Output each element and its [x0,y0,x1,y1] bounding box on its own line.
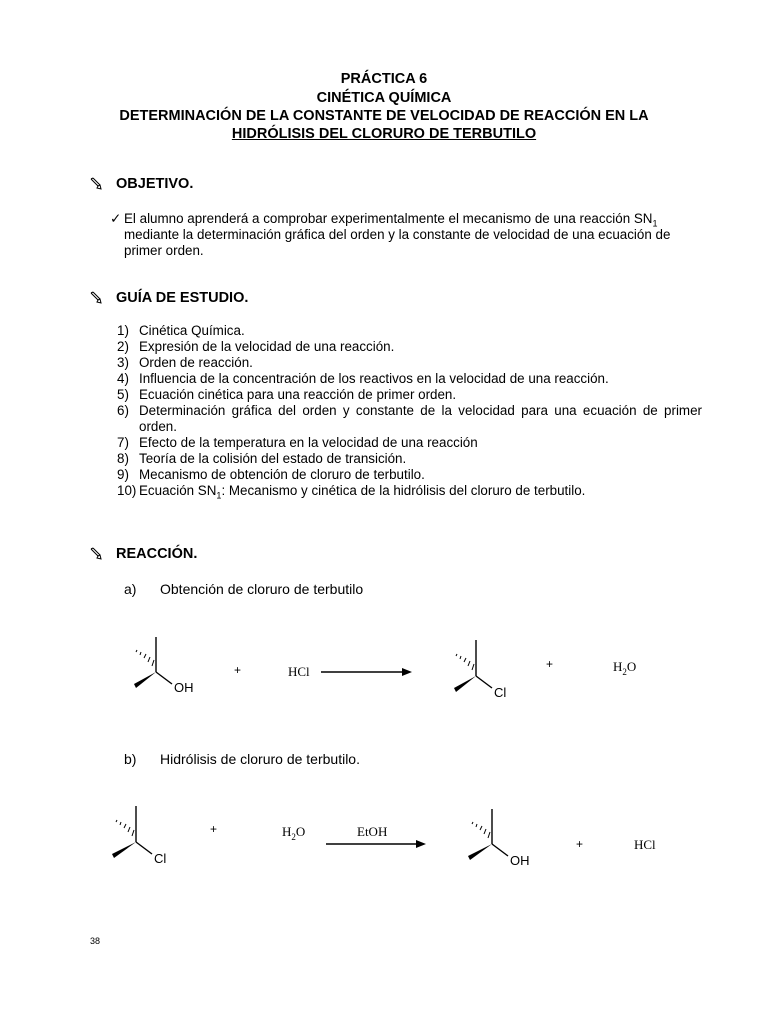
list-item: 9) Mecanismo de obtención de cloruro de terbutilo. [117,467,425,482]
list-item: 6) Determinación gráfica del orden y constante de la velocidad para una ecuación de primer orden. [117,403,702,434]
byproduct-formula: $H_2O$ [613,659,637,677]
reaction-scheme-b [0,795,768,885]
list-item: 7) Efecto de la temperatura en la velocidad de una reacción [117,435,478,450]
reaction-a-title: Obtención de cloruro de terbutilo [160,581,364,597]
plus-sign: + [576,837,584,851]
page-number: 38 [90,936,101,946]
list-item: 3) Orden de reacción. [117,355,253,370]
product-group-label: OH [510,853,530,868]
reaction-a-letter: a) [124,581,137,597]
reaction-arrow [321,668,412,676]
tert-butyl-chloride-structure [454,640,492,692]
objective-line1: El alumno aprenderá a comprobar experimentalmente el mecanismo de una reacción $SN_1$ [124,211,658,229]
tert-butyl-chloride-structure [112,806,152,858]
solvent-label: EtOH [357,824,388,839]
list-item: 4) Influencia de la concentración de los reactivos en la velocidad de una reacción. [117,371,609,386]
practice-subject: CINÉTICA QUÍMICA [316,90,452,106]
practice-number: PRÁCTICA 6 [340,71,428,87]
list-item: 8) Teoría de la colisión del estado de transición. [117,451,407,466]
reaction-arrow [326,840,426,848]
reactant-group-label: OH [174,680,194,695]
section-reaccion-heading [89,546,197,562]
plus-sign: + [234,663,242,677]
reaction-b-letter: b) [124,751,137,767]
product-group-label: Cl [494,685,507,700]
objective-line2: mediante la determinación gráfica del orden y la constante de velocidad de una ecuación de [124,227,671,242]
section-guia-heading [89,290,248,306]
list-item: 5) Ecuación cinética para una reacción de primer orden. [117,387,457,402]
tert-butanol-structure [468,809,508,860]
plus-sign: + [210,822,218,836]
objective-check-icon: ✓ [110,211,122,226]
study-guide-list [117,323,702,504]
pencil-hand-icon [89,291,103,305]
list-item: 1) Cinética Química. [117,323,245,338]
list-item: 10) Ecuación $SN_1$: Mecanismo y cinética de la hidrólisis del cloruro de terbutilo. [117,483,586,501]
document-title-line2: HIDRÓLISIS DEL CLORURO DE TERBUTILO [231,126,537,142]
list-item: 2) Expresión de la velocidad de una reacción. [117,339,395,354]
reaction-b-title: Hidrólisis de cloruro de terbutilo. [160,751,360,767]
pencil-hand-icon [89,547,103,561]
section-title: GUÍA DE ESTUDIO. [116,290,249,306]
document-title-line1: DETERMINACIÓN DE LA CONSTANTE DE VELOCIDAD DE REACCIÓN EN LA [119,108,649,124]
plus-sign: + [546,657,554,671]
byproduct-formula: HCl [634,837,656,852]
reagent-formula: $H_2O$ [282,824,306,842]
section-objetivo-heading [89,176,193,192]
pencil-hand-icon [89,177,103,191]
reaction-scheme-a [0,620,768,720]
section-title: OBJETIVO. [116,176,194,192]
reactant-group-label: Cl [154,851,167,866]
section-title: REACCIÓN. [116,546,198,562]
objective-line3: primer orden. [124,243,204,258]
reagent-formula: HCl [288,664,310,679]
tert-butanol-structure [134,637,172,688]
